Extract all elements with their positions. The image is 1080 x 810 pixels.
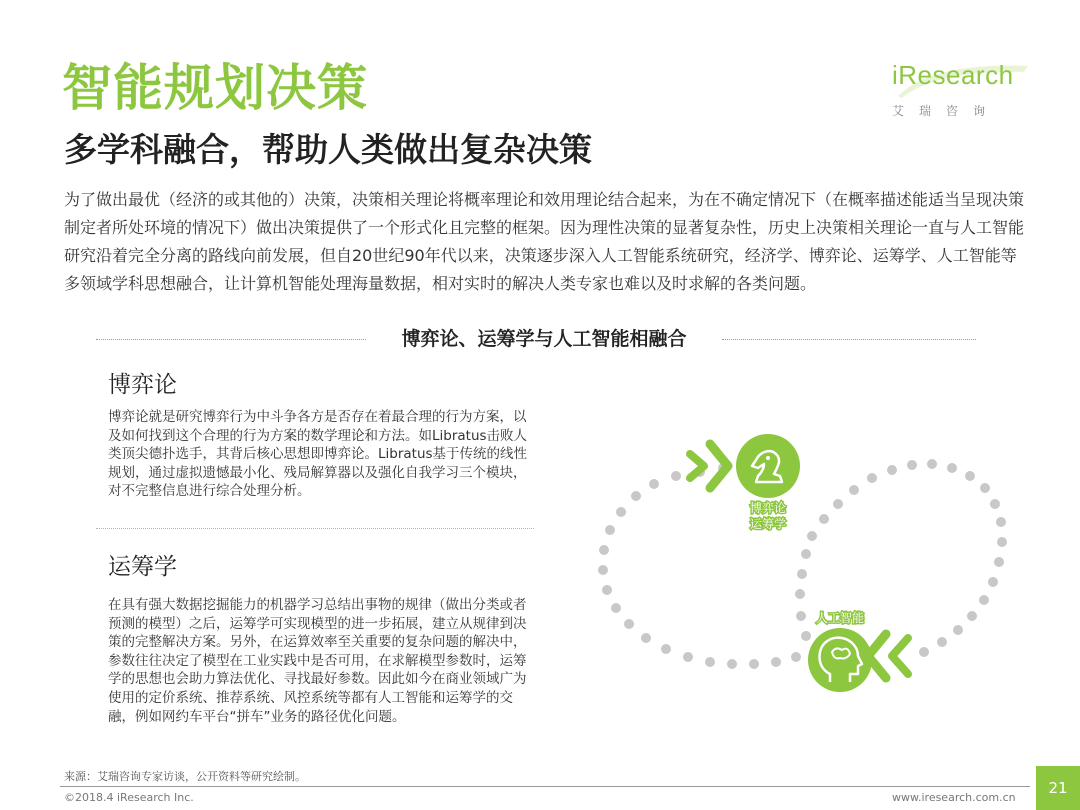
page-title: 智能规划决策 xyxy=(62,59,368,117)
logo-chinese-name: 艾瑞咨询 xyxy=(892,104,1001,118)
arrow-chevrons-lower-icon xyxy=(868,634,908,678)
dotted-loop-right xyxy=(795,459,1007,657)
section-body-operations-research: 在具有强大数据挖掘能力的机器学习总结出事物的规律（做出分类或者预测的模型）之后，运筹学可实现模型的进一步拓展，建立从规律到决策的完整解决方案。另外，在运算效率至关重要的复杂问题的解决中，参数往往决定了模型在工业实践中是否可用，在求解模型参数时，运筹学的思想也会助力算法优化、寻找最好参数。因此如今在商业领域广为使用的定价系统、推荐系统、风控系统等都有人工智能和运筹学的交融，例如网约车平台“拼车”业务的路径优化问题。 xyxy=(108,597,527,725)
lower-diagram-label: 人工智能 xyxy=(815,611,865,625)
section-heading-operations-research: 运筹学 xyxy=(108,554,177,580)
infinity-loop-graphic xyxy=(596,424,1016,714)
section-separator xyxy=(96,528,534,529)
page-number: 21 xyxy=(1036,766,1080,810)
website-link[interactable]: www.iresearch.com.cn xyxy=(892,791,1016,804)
upper-diagram-label-1: 博弈论 xyxy=(749,501,787,515)
logo-wordmark: iResearch xyxy=(892,60,1014,90)
arrow-chevrons-upper-icon xyxy=(690,444,728,488)
upper-diagram-label-2: 运筹学 xyxy=(749,517,787,531)
divider-line-right xyxy=(722,339,976,340)
copyright: ©2018.4 iResearch Inc. xyxy=(64,791,194,804)
intro-paragraph: 为了做出最优（经济的或其他的）决策，决策相关理论将概率理论和效用理论结合起来，为在不确定情况下（在概率描述能适当呈现决策制定者所处环境的情况下）做出决策提供了一个形式化且完整的框架。因为理性决策的显著复杂性，历史上决策相关理论一直与人工智能研究沿着完全分离的路线向前发展，但自20世纪90年代以来，决策逐步深入人工智能系统研究，经济学、博弈论、运筹学、人工智能等多领域学科思想融合，让计算机智能处理海量数据，相对实时的解决人类专家也难以及时求解的各类问题。 xyxy=(64,190,1025,293)
section-heading-game-theory: 博弈论 xyxy=(108,372,177,398)
fusion-diagram xyxy=(596,424,1016,714)
iresearch-logo xyxy=(892,60,1032,124)
section-body-game-theory: 博弈论就是研究博弈行为中斗争各方是否存在着最合理的行为方案，以及如何找到这个合理的行为方案的数学理论和方法。如Libratus击败人类顶尖德扑选手，其背后核心思想即博弈论。Libratus基于传统的线性规划，通过虚拟遗憾最小化、残局解算器以及强化自我学习三个模块，对不完整信息进行综合处理分析。 xyxy=(108,409,528,500)
source-note: 来源：艾瑞咨询专家访谈，公开资料等研究绘制。 xyxy=(64,770,306,783)
divider-title: 博弈论、运筹学与人工智能相融合 xyxy=(401,328,687,350)
brain-head-icon xyxy=(808,628,872,692)
page-subtitle: 多学科融合，帮助人类做出复杂决策 xyxy=(64,130,592,169)
divider-line-left xyxy=(96,339,366,340)
footer-divider xyxy=(60,786,1030,787)
section-divider xyxy=(96,326,976,352)
chess-knight-icon xyxy=(736,434,800,498)
